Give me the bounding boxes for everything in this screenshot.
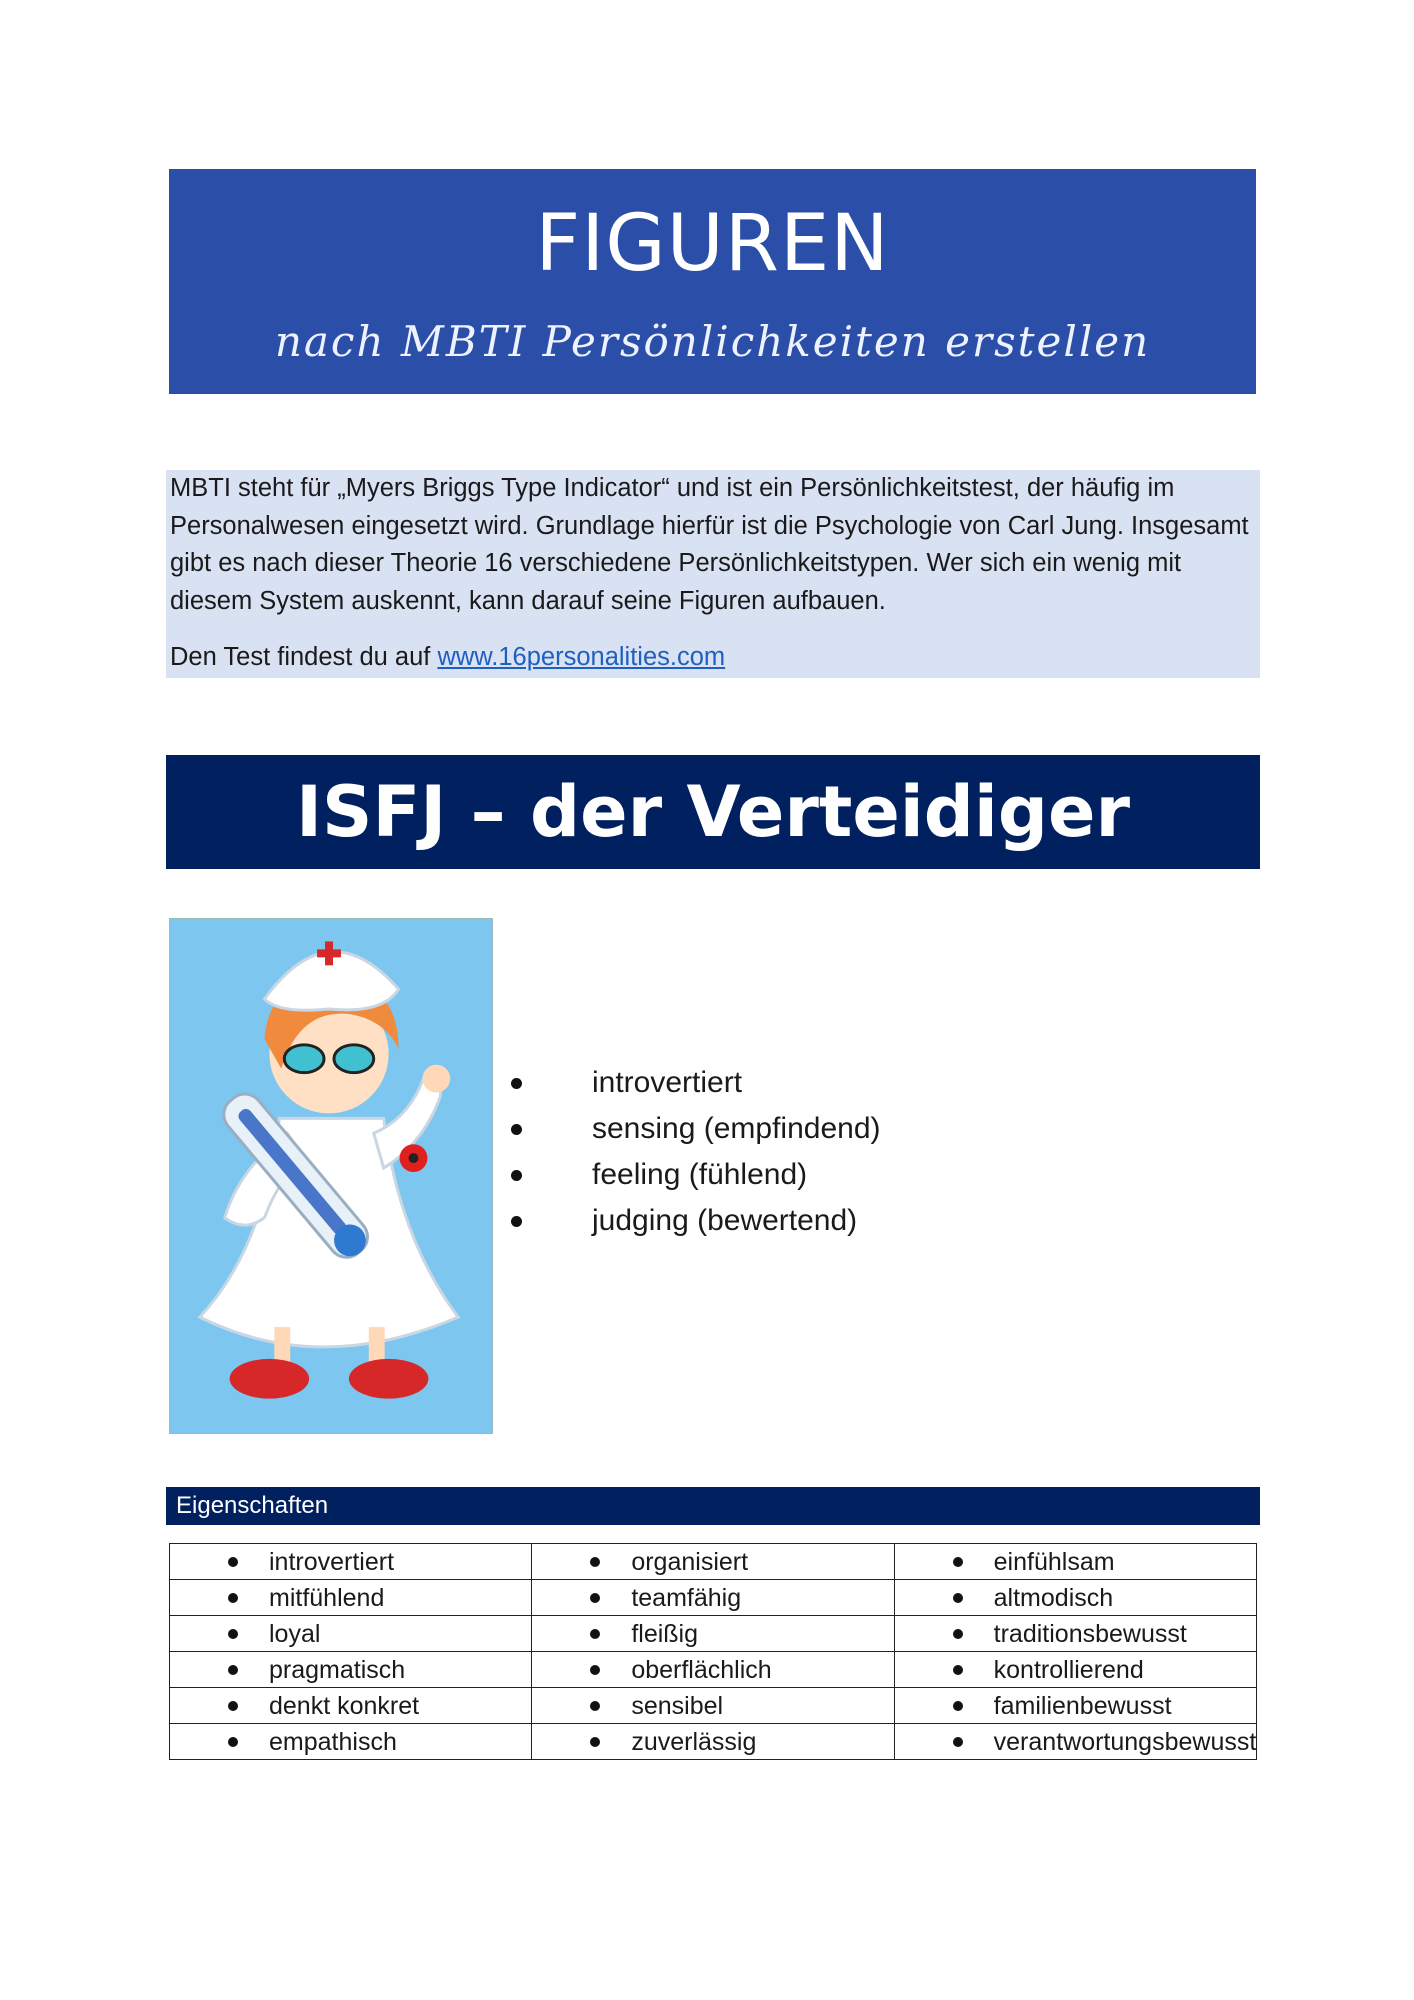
table-row bbox=[170, 1616, 1257, 1652]
bullet-icon bbox=[590, 1557, 600, 1567]
trait-text: kontrollierend bbox=[993, 1656, 1144, 1684]
trait-cell bbox=[894, 1688, 1256, 1724]
trait-cell bbox=[894, 1544, 1256, 1580]
bullet-icon bbox=[228, 1593, 238, 1603]
bullet-icon bbox=[953, 1629, 963, 1639]
trait-text: teamfähig bbox=[631, 1584, 742, 1612]
trait-cell bbox=[532, 1616, 894, 1652]
bullet-icon bbox=[953, 1665, 963, 1675]
trait-text: organisiert bbox=[631, 1548, 749, 1576]
intro-box bbox=[166, 470, 1260, 678]
table-row bbox=[170, 1544, 1257, 1580]
trait-cell bbox=[894, 1652, 1256, 1688]
dimension-item: sensing (empfindend) bbox=[506, 1106, 1026, 1152]
trait-cell bbox=[532, 1580, 894, 1616]
banner-subtitle: nach MBTI Persönlichkeiten erstellen bbox=[274, 317, 1151, 366]
bullet-icon bbox=[953, 1737, 963, 1747]
bullet-icon bbox=[953, 1701, 963, 1711]
intro-link-prefix: Den Test findest du auf bbox=[170, 643, 438, 671]
trait-cell bbox=[170, 1652, 532, 1688]
trait-cell bbox=[170, 1580, 532, 1616]
intro-link-line bbox=[166, 639, 1260, 677]
trait-cell bbox=[532, 1724, 894, 1760]
traits-table bbox=[169, 1543, 1257, 1760]
bullet-icon bbox=[953, 1593, 963, 1603]
eigenschaften-header bbox=[166, 1487, 1260, 1525]
dimension-item: judging (bewertend) bbox=[506, 1198, 1026, 1244]
bullet-icon bbox=[228, 1557, 238, 1567]
trait-text: verantwortungsbewusst bbox=[993, 1728, 1257, 1756]
bullet-icon bbox=[953, 1557, 963, 1567]
trait-text: familienbewusst bbox=[993, 1692, 1172, 1720]
personalities-link[interactable]: www.16personalities.com bbox=[437, 643, 726, 671]
mbti-dimensions-list bbox=[506, 1060, 1026, 1244]
trait-text: empathisch bbox=[269, 1728, 397, 1756]
bullet-icon bbox=[228, 1737, 238, 1747]
table-row bbox=[170, 1652, 1257, 1688]
table-row bbox=[170, 1724, 1257, 1760]
trait-text: pragmatisch bbox=[269, 1656, 406, 1684]
trait-cell bbox=[170, 1688, 532, 1724]
trait-cell bbox=[170, 1724, 532, 1760]
bullet-icon bbox=[590, 1593, 600, 1603]
trait-text: oberflächlich bbox=[631, 1656, 772, 1684]
trait-text: zuverlässig bbox=[631, 1728, 757, 1756]
trait-text: loyal bbox=[269, 1620, 321, 1648]
trait-cell bbox=[894, 1724, 1256, 1760]
trait-cell bbox=[170, 1616, 532, 1652]
dimension-item: feeling (fühlend) bbox=[506, 1152, 1026, 1198]
bullet-icon bbox=[590, 1629, 600, 1639]
trait-cell bbox=[170, 1544, 532, 1580]
dimension-item: introvertiert bbox=[506, 1060, 1026, 1106]
bullet-icon bbox=[228, 1629, 238, 1639]
trait-cell bbox=[532, 1688, 894, 1724]
trait-cell bbox=[894, 1616, 1256, 1652]
bullet-icon bbox=[590, 1701, 600, 1711]
nurse-illustration bbox=[169, 918, 493, 1434]
bullet-icon bbox=[590, 1737, 600, 1747]
bullet-icon bbox=[228, 1665, 238, 1675]
banner-title: FIGUREN bbox=[535, 199, 890, 289]
trait-text: fleißig bbox=[631, 1620, 699, 1648]
bullet-icon bbox=[590, 1665, 600, 1675]
trait-cell bbox=[532, 1544, 894, 1580]
trait-cell bbox=[894, 1580, 1256, 1616]
trait-text: altmodisch bbox=[993, 1584, 1114, 1612]
trait-text: mitfühlend bbox=[269, 1584, 385, 1612]
trait-text: einfühlsam bbox=[993, 1548, 1115, 1576]
trait-text: denkt konkret bbox=[269, 1692, 420, 1720]
type-title: ISFJ – der Verteidiger bbox=[166, 755, 1260, 869]
intro-text: MBTI steht für „Myers Briggs Type Indicator“ und ist ein Persönlichkeitstest, der häufig im Personalwesen eingesetzt wird. Grundlage hierfür ist die Psychologie von Carl Jung. Insgesamt gibt es nach dieser Theorie 16 verschiedene Persönlichkeitstypen. Wer sich ein wenig mit diesem System auskennt, kann darauf seine Figuren aufbauen. bbox=[170, 474, 1249, 615]
table-row bbox=[170, 1688, 1257, 1724]
trait-text: traditionsbewusst bbox=[993, 1620, 1187, 1648]
eigenschaften-label: Eigenschaften bbox=[176, 1492, 329, 1519]
trait-text: sensibel bbox=[631, 1692, 724, 1720]
trait-text: introvertiert bbox=[269, 1548, 395, 1576]
bullet-icon bbox=[228, 1701, 238, 1711]
table-row bbox=[170, 1580, 1257, 1616]
title-banner bbox=[169, 169, 1256, 394]
trait-cell bbox=[532, 1652, 894, 1688]
